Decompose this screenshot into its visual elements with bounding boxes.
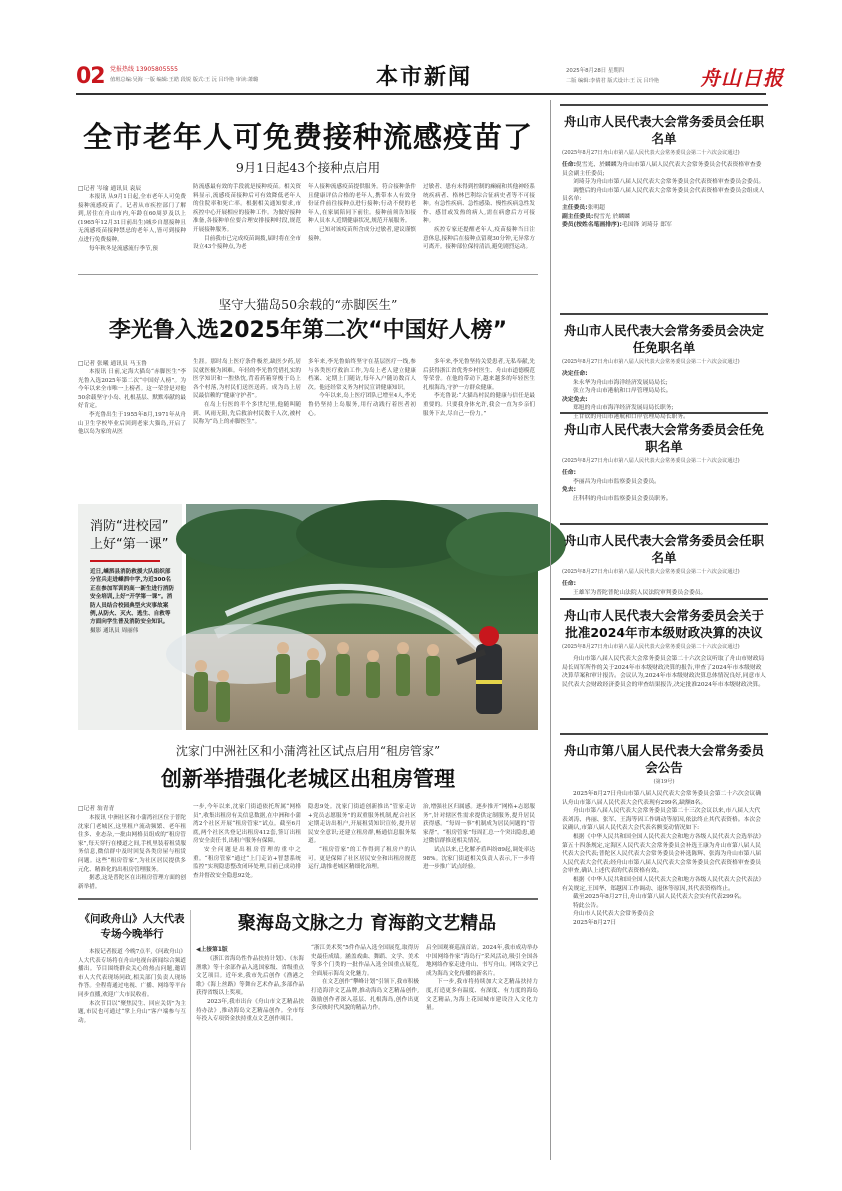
accent-bar <box>90 560 160 562</box>
notice-item <box>560 523 768 598</box>
notice-paragraph: 调整后的舟山市第八届人民代表大会常务委员会代表资格审查委员会组成人员名单: <box>562 187 765 203</box>
fireclass-caption: 近日,嵊泗县消防救援大队组织部分官兵走进嵊泗中学,为近300名正在参加军训的高一新生进行消防安全培训,上好“开学第一课”。消防人员结合校园典型火灾事故案例,从防火、灭火、逃生、自救等方面向学生普及消防安全知识。 摄影 通讯员 周丽伟 <box>90 569 174 634</box>
notice-paragraph: 任命: <box>562 581 576 587</box>
fireclass-title-2: 上好“第一课” <box>90 537 169 552</box>
goodperson-byline: □记者 张曦 通讯员 马玉鲁 <box>78 361 147 367</box>
vaccine-col-1: 本报讯 从9月1日起,全市老年人可免费接种流感疫苗了。记者从市疾控部门了解到,居住在舟山市内,年龄在60周岁及以上(1965年12月31日前出生)城乡自愿接种且无流感疫苗接种禁忌的老年人,皆可到接种点进行免费接种。 每年秋冬是流感流行季节,预 <box>78 194 186 252</box>
notice-paragraph: 任命: <box>562 470 576 476</box>
notice-item <box>560 104 768 313</box>
housing-col-2: 一步,今年以来,沈家门街道依托所属“网格员”,收集出租房有关信息数据,在中洲和小蒲湾2个社区开展“租房管家”试点。截至6月底,两个社区共登记出租房412套,签订出租房安全责任书,出租户服务有保障。 安全问题是出租房管理的重中之重。“租房管家”通过“上门走访+智慧系统监控”实现隐患整改闭环处理,目前已成功排查并督改安全隐患92处。 <box>193 804 301 879</box>
notice-paragraph: 免去: <box>562 487 576 494</box>
notice-title: 舟山市人民代表大会常务委员会任职名单 <box>563 114 764 146</box>
notice-paragraph: 朱永华为舟山市海洋经济发展局局长; <box>573 379 668 386</box>
notice-paragraph: 主任委员:张明超 <box>562 204 605 211</box>
notice-paragraph: 根据《中华人民共和国全国人民代表大会和地方各级人民代表大会选举法》第五十四条规定,定海区人民代表大会常务委员会补选王康为舟山市第八届人民代表大会代表;普陀区人民代表大会常务委员会补选陈辉、张海为舟山市第八届人民代表大会代表;经舟山市第八届人民代表大会常务委员会代表资格审查委员会审查,确认上述代表的代表资格有效。 <box>562 833 765 875</box>
culture-col-1: ◀上接第1版 《浙江省海岛性作品扶持计划》、《东海渔歌》等十余部作品入选国家级、省级重点文艺项目。近年来,我市先后创作《渔港之歌》《海上丝路》等舞台艺术作品,多部作品获得省级以上奖项。 2023年,我市出台《舟山市文艺精品扶持办法》,推动海岛文艺精品创作。全市每年投入专项资金扶持重点文艺创作项目。 <box>196 944 304 1024</box>
culture-col-2: “浙江美术奖”5件作品入选全国展览,取得历史最佳成绩。涵盖戏曲、舞蹈、文学、美术等多个门类的一批作品入选全国重点展览,全面展示海岛文化魅力。 在文艺创作“攀峰计划”引领下,我市积极打造海洋文艺品牌,推动海岛文艺精品创作,鼓励创作者深入基层、扎根海岛,创作出更多反映时代风貌的精品力作。 <box>311 945 419 1012</box>
housing-title: 创新举措强化老城区出租房管理 <box>161 767 455 791</box>
broadcast-body: 本报记者报道 今晚7点半,《问政舟山》人大代表专场将在舟山电视台新闻综合频道播出。节目围绕群众关心的热点问题,邀请市人大代表现场问政,相关部门负责人现场作答。全程将通过电视、广播、网络等平台同步直播,欢迎广大市民收看。 <box>78 949 186 998</box>
housing-article <box>78 742 538 793</box>
page-number: 02 <box>76 64 105 89</box>
notice-subtitle: (2025年8月27日舟山市第八届人民代表大会常务委员会第二十六次会议通过) <box>562 458 740 464</box>
vaccine-subtitle: 9月1日起43个接种点启用 <box>235 160 381 175</box>
staff-credits: 值班总编:吴海 一版 编辑:王皓 段锐 版式:王 沅 吕玲艳 审读:萧璐 <box>110 77 259 83</box>
notice-paragraph: 委员(按姓名笔画排序):毛国锋 刘琦芬 郎军 <box>562 222 672 229</box>
notice-paragraph: 舟山市人民代表大会常务委员会 <box>573 911 655 918</box>
goodperson-col-2: 生涯。那时岛上医疗条件极差,缺医少药,居民就医极为困难。年轻的李光鲁凭借扎实的医学知识和一腔热忱,背着药箱穿梭于岛上各个村落,为村民们送医送药。成为岛上居民最信赖的“健康守护者”。 在岛上行医的半个多世纪里,他随叫随到、风雨无阻,先后救治村民数千人次,被村民称为“岛上的赤脚医生”。 <box>193 359 301 426</box>
column-divider <box>550 100 551 1160</box>
broadcast-title-1: 《问政舟山》人大代表 <box>79 913 185 925</box>
goodperson-kicker: 坚守大猫岛50余载的“赤脚医生” <box>218 297 398 312</box>
culture-article <box>196 912 538 936</box>
notice-title: 舟山市人民代表大会常务委员会任职名单 <box>563 533 764 565</box>
vaccine-article <box>78 120 538 176</box>
notice-paragraph: 张立为舟山市港航和口岸管理局局长。 <box>573 388 672 395</box>
notice-paragraph: 2025年8月27日 <box>573 919 617 926</box>
broadcast-body-2: 本次节目以“聚焦民生、回应关切”为主题,市民也可通过“掌上舟山”客户端参与互动。 <box>78 1000 186 1024</box>
housing-col-4: 治,增强社区归属感。逐步推开“网格+志愿服务”,针对辖区性需求提供定制服务,提升居民获得感。“每周一事”机制成为居民问题的“管家帮”。“租房管家”每周汇总一个突出隐患,通过微信群推送相关情况。 试点以来,已化解矛盾纠纷89起,调处率达98%。沈家门街道相关负责人表示,下一步将进一步推广试点经验。 <box>423 804 535 871</box>
notice-paragraph: 决定免去: <box>562 396 588 403</box>
divider <box>190 910 191 1150</box>
vaccine-col-3: 年人接种流感疫苗提供服务。符合接种条件且健康评估合格的老年人,携带本人有效身份证件前往接种点进行接种;行动不便的老年人,在家属陪同下前往。接种前须告知接种人员本人近期健康状况,规范开展服务。 已知对该疫苗所含成分过敏者,建议谨慎接种。 <box>308 184 416 242</box>
notice-item <box>560 313 768 420</box>
housing-kicker: 沈家门中洲社区和小蒲湾社区试点启用“租房管家” <box>175 744 441 758</box>
notice-paragraph: 2025年8月27日舟山市第八届人民代表大会常务委员会第二十六次会议确认舟山市第八届人民代表大会代表现有299名,缺额8名。 <box>562 791 762 806</box>
housing-col-3: 隐患9处。沈家门街道创新推出“管家走访+党员志愿服务”的双重服务机制,配合社区定期走访出租户,开展租赁知识宣传,提升居民安全意识;还建立租房群,畅通信息服务渠道。 “租房管家”的工作得到了租房户的认可。更是保障了社区居民安全和出租房规范运行,助推老城区精细化治理。 <box>308 804 416 871</box>
culture-col-3: 启全国观赛巡演首站。2024年,我市成功举办中国网络作家“海岛行”采风活动,吸引全国各地网络作家走进舟山、书写舟山。网络文学已成为海岛文化传播的新名片。 下一步,我市将持续加大文艺精品扶持力度,打造更多有温度、有深度、有力度的海岛文艺精品,为海上花园城市建设注入文化力量。 <box>426 945 538 1012</box>
notice-paragraph: 根据《中华人民共和国全国人民代表大会和地方各级人民代表大会代表法》有关规定,王国华、郑越因工作调动、退休等原因,其代表资格终止。 <box>562 876 765 892</box>
divider <box>78 274 538 275</box>
notice-title: 舟山市人民代表大会常务委员会决定任免职名单 <box>563 323 764 355</box>
fireclass-caption-box <box>78 504 182 730</box>
notice-paragraph: 决定任命: <box>562 371 588 377</box>
section-title: 本市新闻 <box>376 64 473 90</box>
culture-title: 聚海岛文脉之力 育海韵文艺精品 <box>237 913 497 934</box>
notice-subtitle: (2025年8月27日舟山市第八届人民代表大会常务委员会第二十六次会议通过) <box>562 569 740 575</box>
notice-title: 舟山市人民代表大会常务委员会关于批准2024年市本级财政决算的决议 <box>563 608 764 640</box>
housing-col-1: 本报讯 中洲社区和小蒲湾社区位于普陀沈家门老城区,这里租户流动频繁、老年租住多、业态杂,一批由网格员组成的“租房管家”,每天穿行在楼道之间,手机里装着租赁服务信息,微信群中及时回复各类房屋与租赁问题。这些“租房管家”,为社区居民提供多元化、精准化的出租房管理服务。 据悉,这是普陀区在出租房管理方面的创新举措。 <box>78 815 186 890</box>
notices-column <box>560 104 768 1028</box>
goodperson-col-4: 多年来,李光鲁坚持关爱患者,无私奉献,先后获得浙江省优秀乡村医生、舟山市道德模范等荣誉。在他的带动下,越来越多的年轻医生扎根海岛,守护一方群众健康。 李光鲁说:“大猫岛村民的健康与信任是最重要的。只要我身体允许,我会一直为乡亲们服务下去,尽自己一份力。” <box>423 359 535 417</box>
notice-paragraph: 郑旭的舟山市海洋经济发展局局长职务; <box>573 405 674 412</box>
vaccine-title: 全市老年人可免费接种流感疫苗了 <box>82 120 533 154</box>
notice-paragraph: 王雄军为普陀普陀山法院人民法院审判委员会委员。 <box>573 589 707 596</box>
vaccine-col-2: 防流感最有效的手段就是接种疫苗。相关资料显示,流感疫苗接种后可有效降低老年人的住院率和死亡率。根据相关通知要求,市疾控中心开展相应的接种工作。为做好接种准备,各接种单位要合理安排接种时段,规范开展接种服务。 目前我市已完成疫苗调拨,届时将在全市设立43个接种点,为老 <box>193 184 301 251</box>
notice-subtitle: (第19号) <box>653 779 675 785</box>
date-line: 2025年8月28日 星期四 <box>566 68 625 74</box>
goodperson-col-1: 本报讯 日前,定海大猫岛“赤脚医生”李光鲁入选2025年第二次“中国好人榜”。为今年以来全市唯一上榜者。这一荣誉是对他50余载坚守小岛、扎根基层、默默奉献的最好肯定。 李光鲁出生于1955年8月,1971年从舟山卫生学校毕业后回到老家大猫岛,开启了他以岛为家的从医 <box>78 369 186 436</box>
right-staff: 二版 编辑:李倩君 版式设计:王 沅 吕玲艳 <box>566 78 660 84</box>
notice-item <box>560 733 768 1028</box>
notice-paragraph: 副主任委员:倪雪光 於麟麟 <box>562 213 630 220</box>
divider <box>78 898 538 900</box>
masthead-logo: 舟山日报 <box>700 66 784 90</box>
notice-paragraph: 任命:倪雪光、於麟麟为舟山市第八届人民代表大会常务委员会代表资格审查委员会副主任委员; <box>562 162 762 177</box>
notice-paragraph: 特此公告。 <box>573 902 602 909</box>
broadcast-article <box>78 912 186 1025</box>
notice-subtitle: (2025年8月27日舟山市第八届人民代表大会常务委员会第二十六次会议通过) <box>562 150 740 156</box>
fireclass-title-1: 消防“进校园” <box>90 519 169 534</box>
notice-paragraph: 汪科科的舟山市监察委员会委员职务。 <box>573 495 672 502</box>
notice-paragraph: 刘琦芬为舟山市第八届人民代表大会常务委员会代表资格审查委员会委员。 <box>573 179 765 186</box>
goodperson-col-3: 多年来,李光鲁始终坚守在基层医疗一线,参与各类医疗救治工作,为岛上老人建立健康档案、定期上门随访,每年入户随访数百人次。他还经常义务为村民宣讲健康知识。 今年以来,岛上医疗团队已增至4人,李光鲁仍坚持上岛服务,用行动践行着医者初心。 <box>308 359 416 417</box>
fireclass-photo <box>186 504 538 730</box>
notice-paragraph: 舟山市第八届人民代表大会常务委员会第二十三次会议以来,市八届人大代表刘涛、冉丽、张军、王海等因工作调动等原因,依法终止其代表资格。本次会议确认,市第八届人民代表大会代表名额变动情况如下: <box>562 808 761 832</box>
housing-byline: □记者 翁青青 <box>78 806 115 812</box>
notice-subtitle: (2025年8月27日舟山市第八届人民代表大会常务委员会第二十六次会议通过) <box>562 359 740 365</box>
notice-subtitle: (2025年8月27日舟山市第八届人民代表大会常务委员会第二十六次会议通过) <box>562 644 740 650</box>
notice-paragraph: 李丽昌为舟山市监察委员会委员。 <box>573 478 660 485</box>
vaccine-col-4: 过敏者、患有未得到控制的癫痫和其他神经系统疾病者、格林巴利综合征病史者等不可接种。有急性疾病、急性感染、慢性疾病急性发作、感冒或发热的病人,需在病愈后方可接种。 疾控专家还提醒老年人,疫苗接种当日注意休息,接种后在接种点留观30分钟,无异常方可离开。接种部位保持清洁,避免剧烈运动。 <box>423 184 535 251</box>
header-rule <box>76 93 766 95</box>
notice-title: 舟山市第八届人民代表大会常务委员会公告 <box>563 743 764 775</box>
notice-paragraph: 王甘钦的舟山市港航和口岸管理局局长职务。 <box>573 413 689 420</box>
notice-item <box>560 598 768 733</box>
notice-item <box>560 412 768 523</box>
goodperson-title: 李光鲁入选2025年第二次“中国好人榜” <box>108 318 508 343</box>
hotline: 党报热线 13905805555 <box>110 66 178 73</box>
broadcast-title-2: 专场今晚举行 <box>100 928 164 940</box>
goodperson-article <box>78 295 538 345</box>
notice-paragraph: 舟山市第八届人民代表大会常务委员会第二十六次会议听取了舟山市财政局局长周军所作的关于2024年市本级财政决算的报告,审查了2024年市本级财政决算草案和审计报告。会议认为,2024年市本级财政决算总体情况良好,同意市人民代表大会财政经济委员会的审查结果报告,决定批准2024年市本级财政决算。 <box>562 656 766 688</box>
notice-paragraph: 截至2025年8月27日,舟山市第八届人民代表大会实有代表299名。 <box>573 894 746 901</box>
vaccine-byline: □记者 岑瑜 通讯员 袁辰 <box>78 186 142 192</box>
culture-lead-in: ◀上接第1版 <box>196 947 228 953</box>
notice-title: 舟山市人民代表大会常务委员会任免职名单 <box>563 422 764 454</box>
